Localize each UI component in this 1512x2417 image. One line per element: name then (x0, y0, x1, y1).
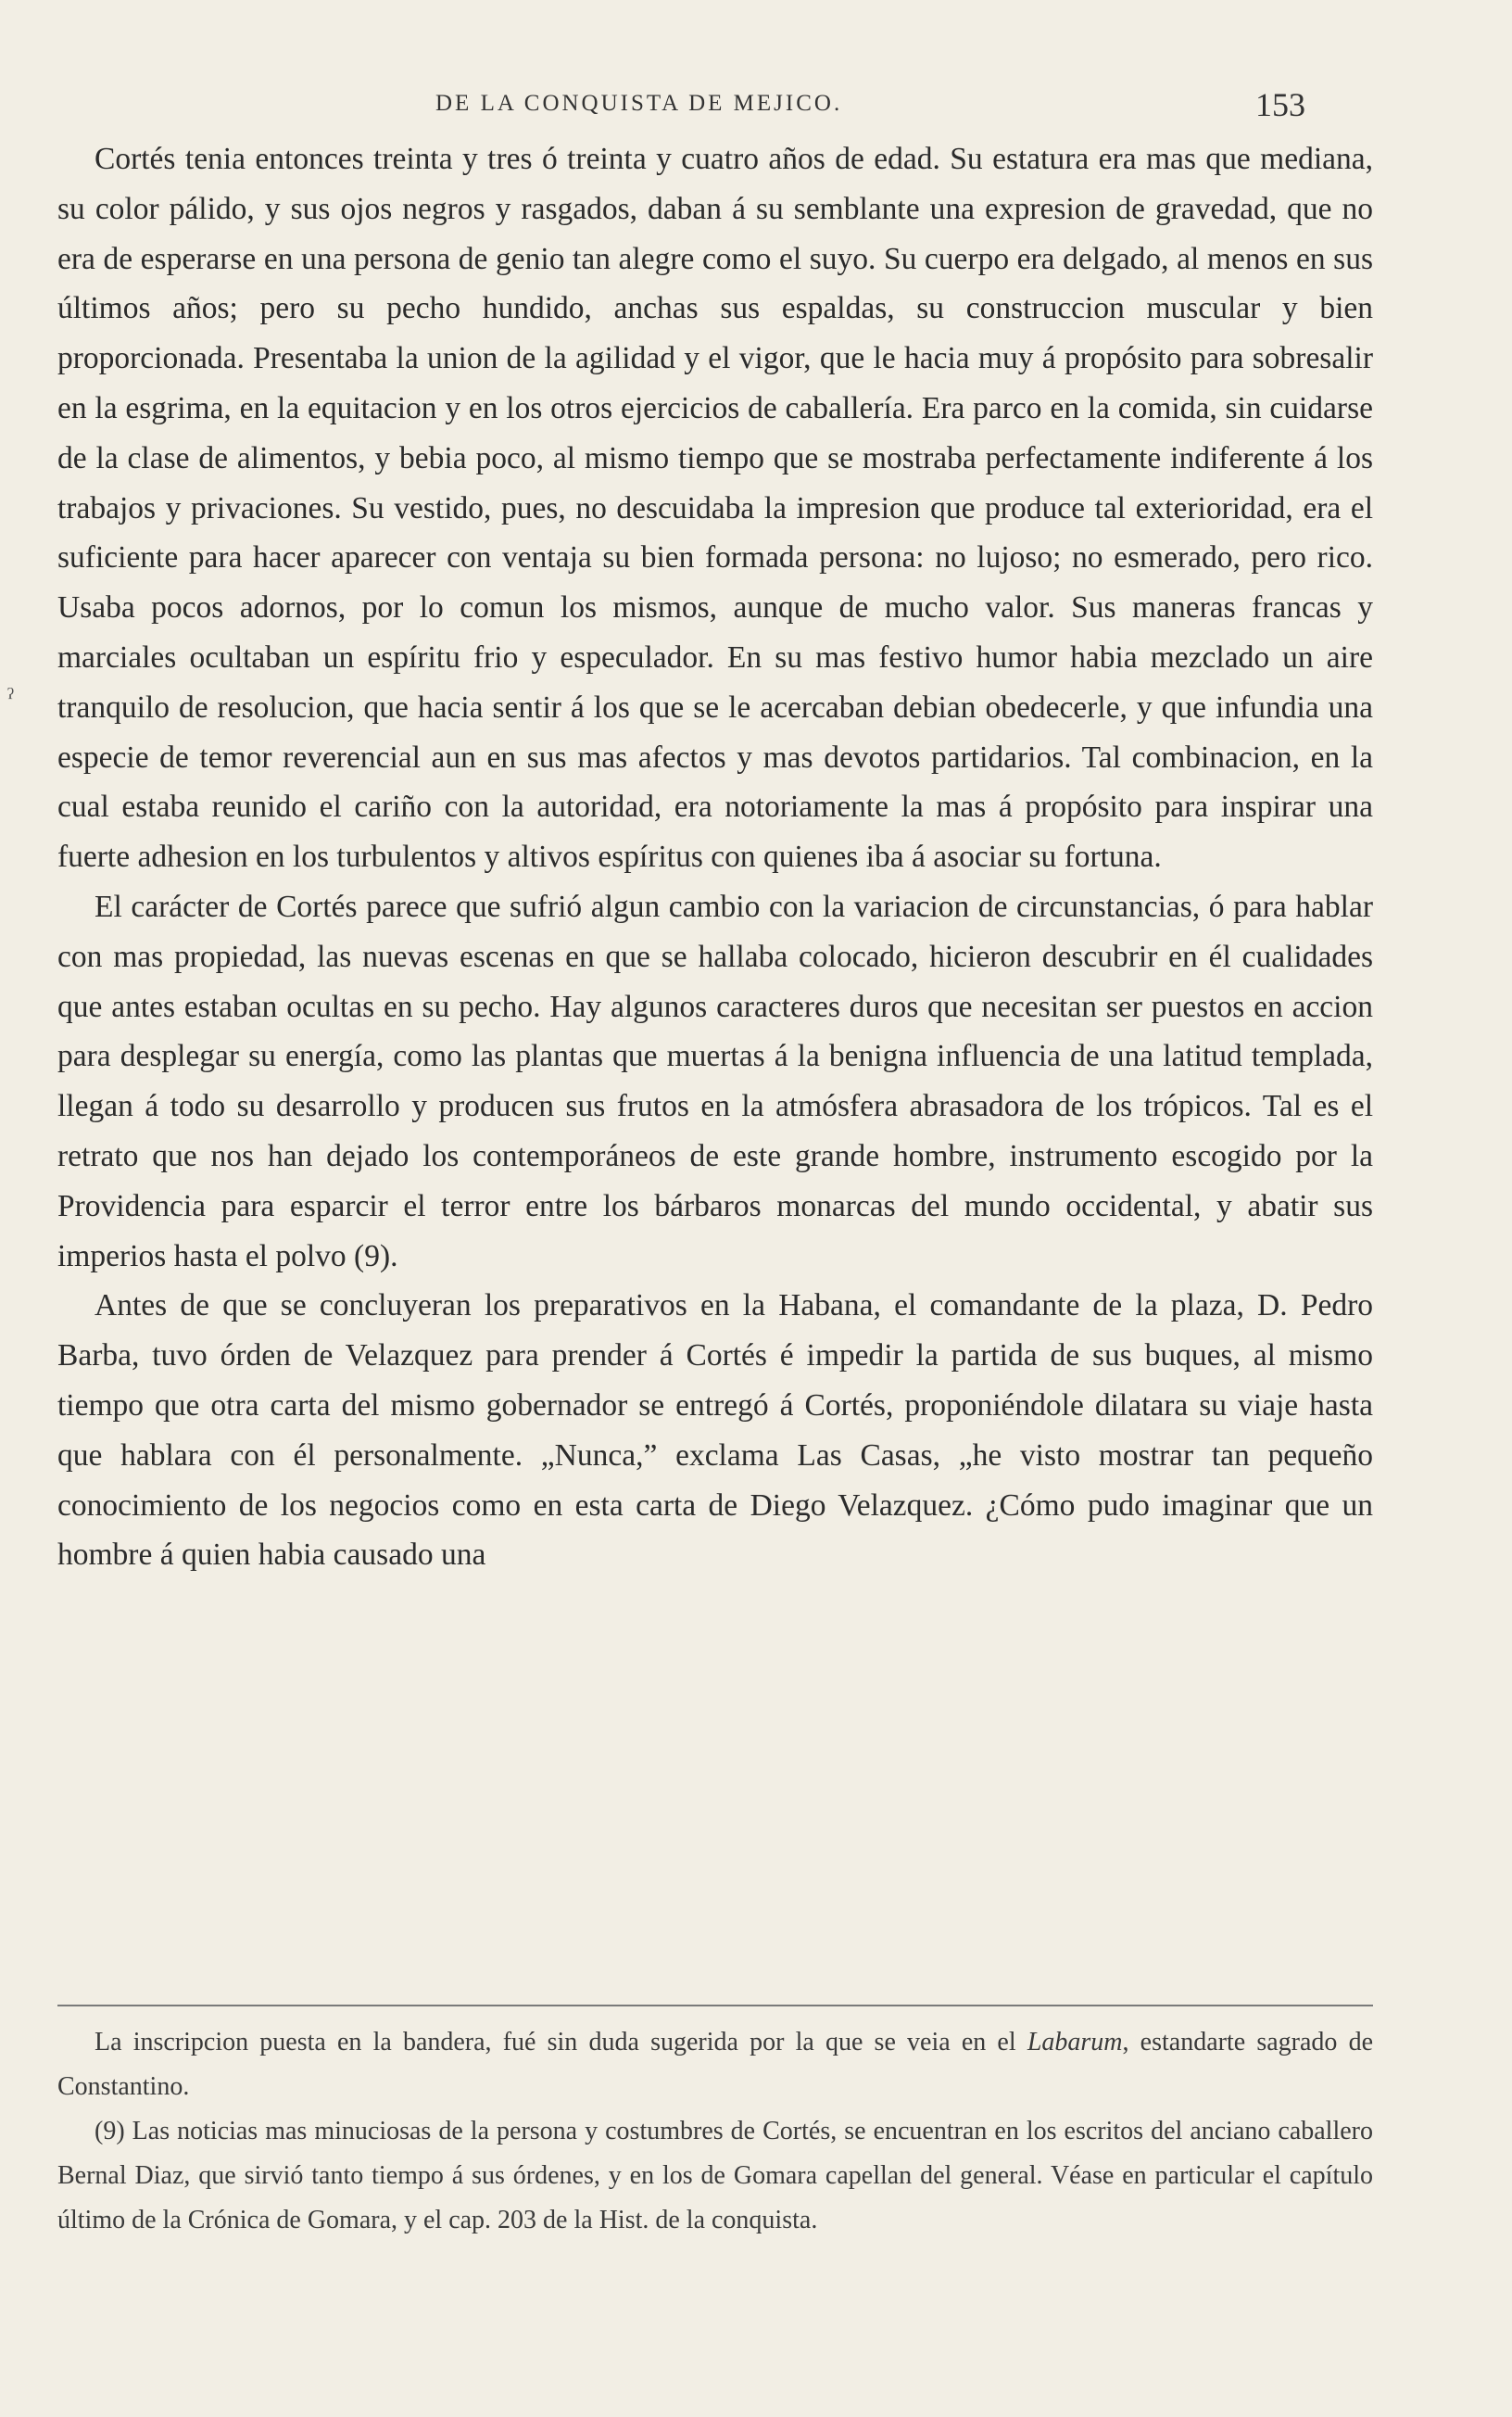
running-head (0, 86, 1512, 128)
page-number: 153 (1255, 86, 1305, 123)
footnote-italic: Labarum (1027, 2028, 1123, 2056)
body-text (57, 134, 1373, 1580)
margin-mark: ˀ (7, 684, 14, 713)
footnote-9: (9) Las noticias mas minuciosas de la persona y costumbres de Cortés, se encuentran en los escritos del anciano caballero Bernal Diaz, que sirvió tanto tiempo á sus órdenes, y en los de Gomara capellan del general. Véase en particular el capítulo último de la Crónica de Gomara, y el cap. 203 de la Hist. de la conquista. (57, 2117, 1373, 2234)
running-title: DE LA CONQUISTA DE MEJICO. (435, 91, 843, 116)
footnote-text: , estandarte sagrado de Constantino. (57, 2028, 1374, 2101)
paragraph: El carácter de Cortés parece que sufrió algun cambio con la variacion de circunstancias, ó para hablar con mas propiedad, las nuevas escenas en que se hallaba colocado, hicieron descubrir en él cualidades que antes estaban ocultas en su pecho. Hay algunos caracteres duros que necesitan ser puestos en accion para desplegar su energía, como las plantas que muertas á la benigna influencia de una latitud templada, llegan á todo su desarrollo y producen sus frutos en la atmósfera abrasadora de los trópicos. Tal es el retrato que nos han dejado los contemporáneos de este grande hombre, instrumento escogido por la Providencia para esparcir el terror entre los bárbaros monarcas del mundo occidental, y abatir sus imperios hasta el polvo (9). (57, 889, 1373, 1273)
footnote-continued (57, 2020, 1373, 2109)
footnotes (57, 2020, 1373, 2243)
paragraph: Antes de que se concluyeran los preparativos en la Habana, el comandante de la plaza, D. Pedro Barba, tuvo órden de Velazquez para prender á Cortés é impedir la partida de sus buques, al mismo tiempo que otra carta del mismo gobernador se entregó á Cortés, proponiéndole dilatara su viaje hasta que hablara con él personalmente. „Nunca,” exclama Las Casas, „he visto mostrar tan pequeño conocimiento de los negocios como en esta carta de Diego Velazquez. ¿Cómo pudo imaginar que un hombre á quien habia causado una (57, 1288, 1373, 1573)
paragraph: Cortés tenia entonces treinta y tres ó treinta y cuatro años de edad. Su estatura era mas que mediana, su color pálido, y sus ojos negros y rasgados, daban á su semblante una expresion de gravedad, que no era de esperarse en una persona de genio tan alegre como el suyo. Su cuerpo era delgado, al menos en sus últimos años; pero su pecho hundido, anchas sus espaldas, su construccion muscular y bien proporcionada. Presentaba la union de la agilidad y el vigor, que le hacia muy á propósito para sobresalir en la esgrima, en la equitacion y en los otros ejercicios de caballería. Era parco en la comida, sin cuidarse de la clase de alimentos, y bebia poco, al mismo tiempo que se mostraba perfectamente indiferente á los trabajos y privaciones. Su vestido, pues, no descuidaba la impresion que produce tal exterioridad, era el suficiente para hacer aparecer con ventaja su bien formada persona: no lujoso; no esmerado, pero rico. Usaba pocos adornos, por lo comun los mismos, aunque de mucho valor. Sus maneras francas y marciales ocultaban un espíritu frio y especulador. En su mas festivo humor habia mezclado un aire tranquilo de resolucion, que hacia sentir á los que se le acercaban debian obedecerle, y que infundia una especie de temor reverencial aun en sus mas afectos y mas devotos partidarios. Tal combinacion, en la cual estaba reunido el cariño con la autoridad, era notoriamente la mas á propósito para inspirar una fuerte adhesion en los turbulentos y altivos espíritus con quienes iba á asociar su fortuna. (57, 142, 1373, 875)
footnote-text: La inscripcion puesta en la bandera, fué sin duda sugerida por la que se veia en el (94, 2028, 1027, 2056)
footnote-rule (57, 2005, 1373, 2006)
